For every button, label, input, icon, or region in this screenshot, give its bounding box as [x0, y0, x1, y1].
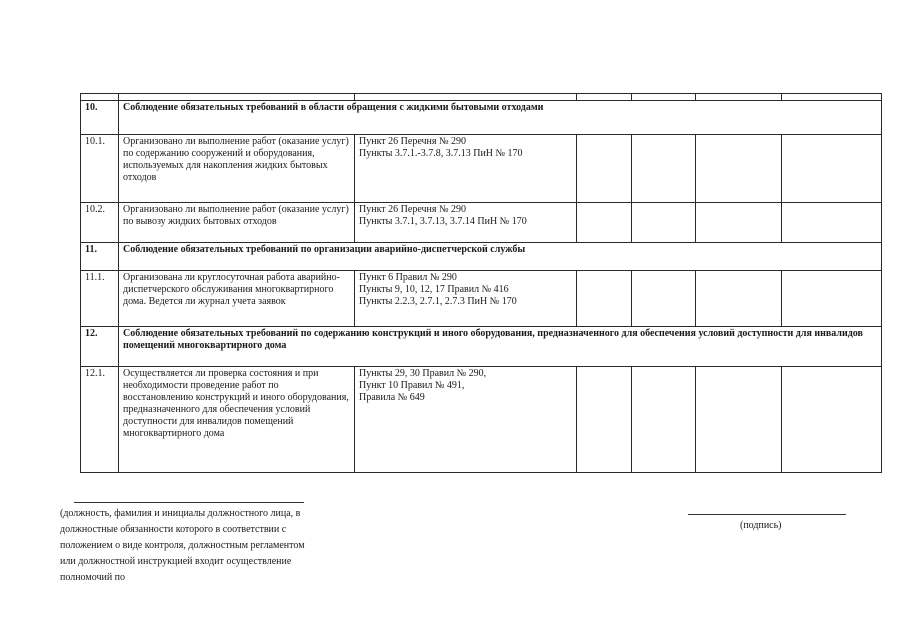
answer-cell-na [696, 367, 782, 473]
signature-line [688, 514, 846, 515]
section-row [81, 327, 882, 367]
position-line [74, 502, 304, 503]
answer-cell-yes [577, 135, 632, 203]
answer-cell-no [632, 271, 696, 327]
answer-cell-na [696, 203, 782, 243]
item-number: 12.1. [81, 367, 119, 473]
answer-cell-note [782, 271, 882, 327]
section-title: Соблюдение обязательных требований по содержанию конструкций и иного оборудования, предназначенного для обеспечения условий доступности для инвалидов помещений многоквартирного дома [119, 327, 882, 367]
table-row [81, 203, 882, 243]
official-position-text: (должность, фамилия и инициалы должностного лица, в должностные обязанности которого в соответствии с положением о виде контроля, должностным регламентом или должностной инструкцией входит осуществление полномочий по [60, 508, 305, 583]
answer-cell-no [632, 367, 696, 473]
section-number: 12. [81, 327, 119, 367]
item-question: Организована ли круглосуточная работа аварийно-диспетчерского обслуживания многоквартирного дома. Ведется ли журнал учета заявок [119, 271, 355, 327]
answer-cell-no [632, 203, 696, 243]
answer-cell-yes [577, 367, 632, 473]
answer-cell-na [696, 271, 782, 327]
item-basis: Пункты 29, 30 Правил № 290, Пункт 10 Правил № 491, Правила № 649 [355, 367, 577, 473]
answer-cell-note [782, 367, 882, 473]
section-number: 11. [81, 243, 119, 271]
answer-cell-no [632, 135, 696, 203]
item-question: Осуществляется ли проверка состояния и при необходимости проведение работ по восстановлению конструкций и иного оборудования, предназначенного для обеспечения условий доступности для инвалидов помещений многоквартирного дома [119, 367, 355, 473]
section-number: 10. [81, 101, 119, 135]
item-basis: Пункт 26 Перечня № 290 Пункты 3.7.1, 3.7.13, 3.7.14 ПиН № 170 [355, 203, 577, 243]
table-header-remnant [81, 94, 882, 101]
answer-cell-na [696, 135, 782, 203]
table-row [81, 367, 882, 473]
item-number: 10.1. [81, 135, 119, 203]
item-question: Организовано ли выполнение работ (оказание услуг) по содержанию сооружений и оборудования, используемых для накопления жидких бытовых отходов [119, 135, 355, 203]
item-number: 11.1. [81, 271, 119, 327]
section-title: Соблюдение обязательных требований в области обращения с жидкими бытовыми отходами [119, 101, 882, 135]
checklist-table [80, 93, 882, 473]
table-row [81, 135, 882, 203]
answer-cell-yes [577, 203, 632, 243]
item-question: Организовано ли выполнение работ (оказание услуг) по вывозу жидких бытовых отходов [119, 203, 355, 243]
table-row [81, 271, 882, 327]
section-row [81, 243, 882, 271]
section-row [81, 101, 882, 135]
item-basis: Пункт 26 Перечня № 290 Пункты 3.7.1.-3.7.8, 3.7.13 ПиН № 170 [355, 135, 577, 203]
official-position-note [60, 506, 320, 586]
answer-cell-note [782, 135, 882, 203]
signature-caption: (подпись) [740, 520, 782, 531]
item-number: 10.2. [81, 203, 119, 243]
item-basis: Пункт 6 Правил № 290 Пункты 9, 10, 12, 17 Правил № 416 Пункты 2.2.3, 2.7.1, 2.7.3 ПиН № 170 [355, 271, 577, 327]
answer-cell-yes [577, 271, 632, 327]
answer-cell-note [782, 203, 882, 243]
section-title: Соблюдение обязательных требований по организации аварийно-диспетчерской службы [119, 243, 882, 271]
